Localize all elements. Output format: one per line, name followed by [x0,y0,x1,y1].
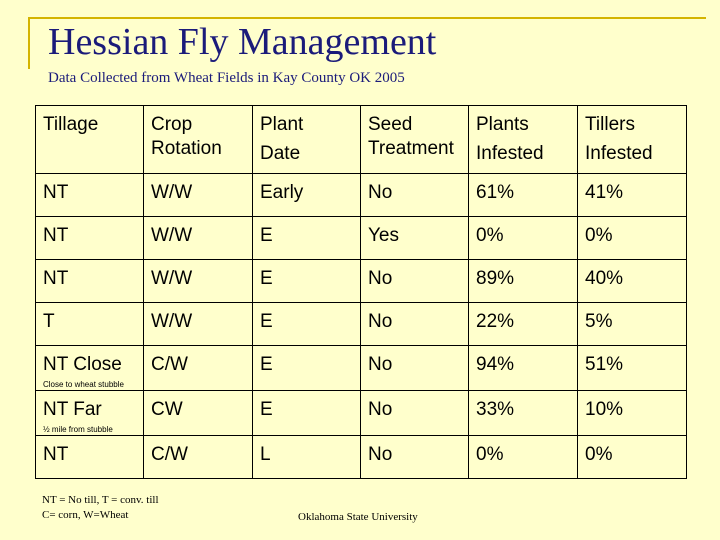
cell-note: ½ mile from stubble [43,425,113,434]
cell-value: Yes [368,225,399,246]
cell-value: No [368,182,393,203]
table-cell-seed [361,303,469,346]
table-cell-plant [253,391,361,436]
header-cell: Seed Treatment [361,106,469,174]
table-cell-plant [253,174,361,217]
table-cell-seed [361,260,469,303]
table-cell-tillage [36,436,144,479]
table-cell-tillage [36,217,144,260]
cell-value: E [260,268,273,289]
cell-value: 51% [585,354,624,375]
table-cell-tillers [578,174,687,217]
cell-value: 5% [585,311,613,332]
cell-value: No [368,268,393,289]
table-row [36,391,687,436]
table-cell-plants [469,217,578,260]
cell-value: 33% [476,399,515,420]
cell-value: CW [151,399,183,420]
cell-note: Close to wheat stubble [43,380,124,389]
cell-value: C/W [151,354,188,375]
cell-value: NT [43,268,69,289]
table-row [36,346,687,391]
cell-value: W/W [151,182,193,203]
table-cell-tillers [578,260,687,303]
table-cell-tillage [36,303,144,346]
cell-value: 10% [585,399,624,420]
cell-value: No [368,399,393,420]
cell-value: 0% [585,444,613,465]
cell-value: 22% [476,311,515,332]
cell-value: E [260,311,273,332]
decorative-top-rule [28,17,706,19]
table-cell-tillage [36,260,144,303]
cell-value: No [368,444,393,465]
cell-value: E [260,354,273,375]
table-header-row [36,106,687,174]
table-cell-crop [144,174,253,217]
cell-value: W/W [151,225,193,246]
table-cell-tillers [578,346,687,391]
cell-value: 94% [476,354,515,375]
table-cell-tillers [578,217,687,260]
cell-value: W/W [151,311,193,332]
header-cell: Tillage [36,106,144,174]
table-cell-plants [469,174,578,217]
table-cell-plant [253,217,361,260]
table-cell-tillage [36,174,144,217]
table-cell-crop [144,391,253,436]
table-cell-crop [144,346,253,391]
cell-value: 0% [476,444,504,465]
header-cell: Plants Infested [469,106,578,174]
cell-value: Early [260,182,304,203]
table-cell-tillage [36,391,144,436]
table-cell-plant [253,303,361,346]
legend-line: C= corn, W=Wheat [42,509,129,521]
data-table [35,105,687,479]
cell-value: 0% [585,225,613,246]
table-cell-plant [253,346,361,391]
cell-value: 40% [585,268,624,289]
cell-value: NT Close [43,354,122,375]
table-cell-crop [144,303,253,346]
table-cell-tillers [578,303,687,346]
header-cell: Crop Rotation [144,106,253,174]
table-cell-crop [144,217,253,260]
table-cell-plants [469,346,578,391]
legend-line: NT = No till, T = conv. till [42,494,159,506]
table-cell-plant [253,436,361,479]
table-cell-plants [469,436,578,479]
table-row [36,436,687,479]
table-cell-plants [469,303,578,346]
table-row [36,174,687,217]
cell-value: 41% [585,182,624,203]
table-cell-plant [253,260,361,303]
table-cell-crop [144,436,253,479]
cell-value: W/W [151,268,193,289]
source-credit: Oklahoma State University [298,511,418,523]
slide-title: Hessian Fly Management [48,21,437,63]
table-cell-tillers [578,391,687,436]
table-row [36,303,687,346]
cell-value: NT [43,225,69,246]
cell-value: NT [43,444,69,465]
table-cell-seed [361,436,469,479]
cell-value: L [260,444,271,465]
table-cell-seed [361,174,469,217]
cell-value: 61% [476,182,515,203]
decorative-left-rule [28,17,30,69]
table-cell-seed [361,346,469,391]
table-row [36,217,687,260]
cell-value: No [368,354,393,375]
table-cell-seed [361,217,469,260]
table-row [36,260,687,303]
cell-value: E [260,225,273,246]
table-cell-tillage [36,346,144,391]
cell-value: 0% [476,225,504,246]
cell-value: NT Far [43,399,102,420]
table-cell-tillers [578,436,687,479]
table-cell-plants [469,391,578,436]
table-cell-plants [469,260,578,303]
cell-value: T [43,311,55,332]
slide-subtitle: Data Collected from Wheat Fields in Kay County OK 2005 [48,70,405,86]
table-cell-seed [361,391,469,436]
abbreviation-legend [42,493,159,523]
cell-value: NT [43,182,69,203]
cell-value: E [260,399,273,420]
cell-value: 89% [476,268,515,289]
cell-value: C/W [151,444,188,465]
cell-value: No [368,311,393,332]
header-cell: Tillers Infested [578,106,687,174]
header-cell: Plant Date [253,106,361,174]
table-cell-crop [144,260,253,303]
